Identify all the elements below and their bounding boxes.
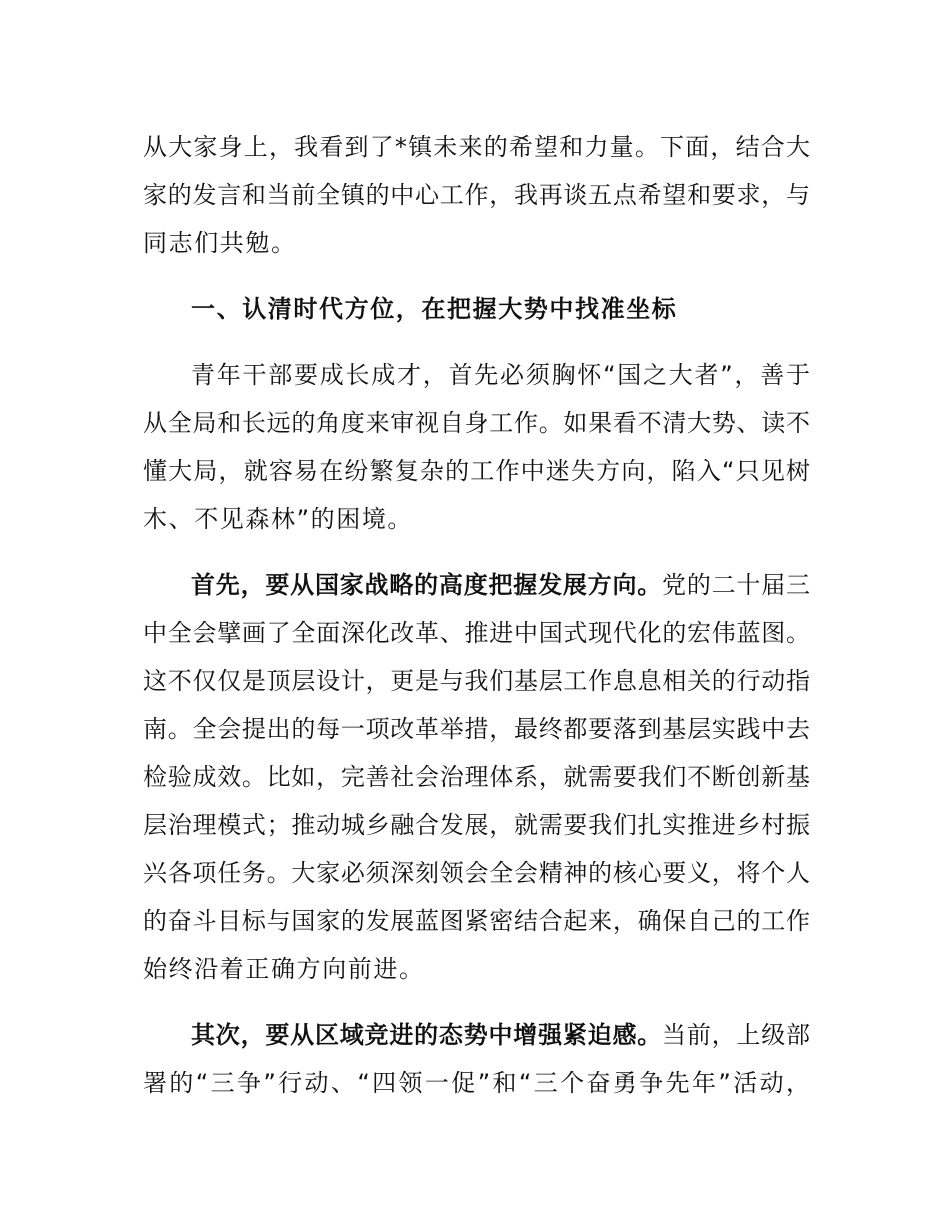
text: 木、不见森林”的困境。 xyxy=(143,505,414,533)
text-line xyxy=(143,902,810,950)
text-line xyxy=(143,566,810,614)
text: 始终沿着正确方向前进。 xyxy=(143,955,425,983)
text-line xyxy=(143,1064,810,1112)
text-line xyxy=(143,614,810,662)
bold-text: 首先，要从国家战略的高度把握发展方向。 xyxy=(191,571,663,599)
text: 南。全会提出的每一项改革举措，最终都要落到基层实践中去 xyxy=(143,715,810,743)
text: 这不仅仅是顶层设计，更是与我们基层工作息息相关的行动指 xyxy=(143,667,810,695)
text: 从全局和长远的角度来审视自身工作。如果看不清大势、读不 xyxy=(143,409,810,437)
text-line xyxy=(143,950,810,998)
text: 青年干部要成长成才，首先必须胸怀“国之大者”，善于 xyxy=(191,361,810,389)
text: 党的二十届三 xyxy=(662,571,811,599)
text: 层治理模式；推动城乡融合发展，就需要我们扎实推进乡村振 xyxy=(143,811,810,839)
section-heading xyxy=(143,290,810,338)
text: 的奋斗目标与国家的发展蓝图紧密结合起来，确保自己的工作 xyxy=(143,907,810,935)
text-line xyxy=(143,662,810,710)
paragraph xyxy=(143,566,810,998)
text-line xyxy=(143,452,810,500)
text: 从大家身上，我看到了*镇未来的希望和力量。下面，结合大 xyxy=(143,133,810,161)
text: 检验成效。比如，完善社会治理体系，就需要我们不断创新基 xyxy=(143,763,810,791)
paragraph xyxy=(143,128,810,272)
text: 兴各项任务。大家必须深刻领会全会精神的核心要义，将个人 xyxy=(143,859,810,887)
paragraph-gap xyxy=(143,338,810,356)
bold-text: 一、认清时代方位，在把握大势中找准坐标 xyxy=(191,295,678,323)
text-line xyxy=(143,176,810,224)
paragraph xyxy=(143,356,810,548)
text-line xyxy=(143,224,810,272)
paragraph-gap xyxy=(143,548,810,566)
text-line xyxy=(143,854,810,902)
text: 同志们共勉。 xyxy=(143,229,297,257)
text-line xyxy=(143,128,810,176)
text-line xyxy=(143,404,810,452)
paragraph-gap xyxy=(143,1112,810,1130)
text: 家的发言和当前全镇的中心工作，我再谈五点希望和要求，与 xyxy=(143,181,810,209)
text: 署的“三争”行动、“四领一促”和“三个奋勇争先年”活动， xyxy=(143,1069,810,1097)
text-line xyxy=(143,356,810,404)
text: 中全会擘画了全面深化改革、推进中国式现代化的宏伟蓝图。 xyxy=(143,619,810,647)
text-line xyxy=(143,758,810,806)
text-line xyxy=(143,500,810,548)
bold-text: 其次，要从区域竞进的态势中增强紧迫感。 xyxy=(191,1021,663,1049)
text-line xyxy=(143,806,810,854)
paragraph xyxy=(143,1016,810,1112)
text-line xyxy=(143,1016,810,1064)
paragraph-gap xyxy=(143,272,810,290)
text: 懂大局，就容易在纷繁复杂的工作中迷失方向，陷入“只见树 xyxy=(143,457,810,485)
text: 当前，上级部 xyxy=(662,1021,811,1049)
text-line xyxy=(143,290,810,338)
paragraph-gap xyxy=(143,998,810,1016)
document-page xyxy=(143,128,810,1130)
text-line xyxy=(143,710,810,758)
